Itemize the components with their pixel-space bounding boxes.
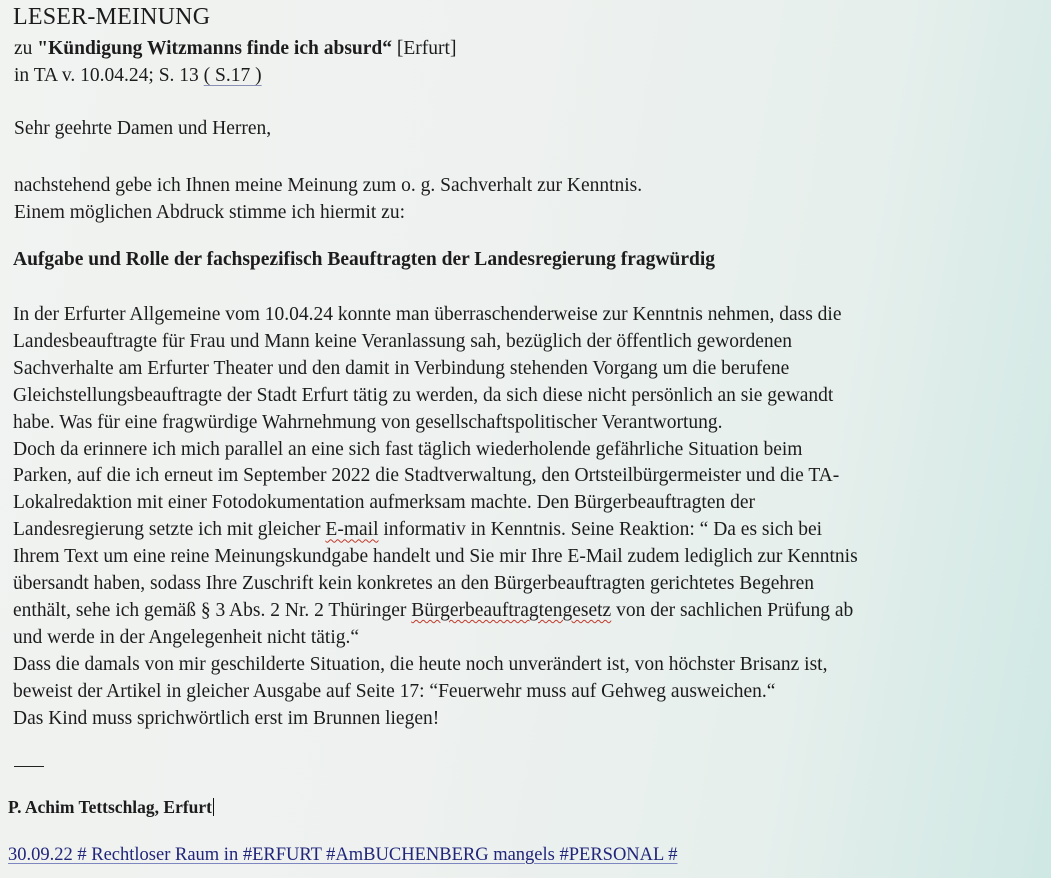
- spellcheck-marked-word[interactable]: Bürgerbeauftragtengesetz: [411, 599, 612, 621]
- intro-line: nachstehend gebe ich Ihnen meine Meinung zum o. g. Sachverhalt zur Kenntnis.: [14, 175, 643, 196]
- body-text: von der sachlichen Prüfung ab: [611, 599, 854, 621]
- body-text: enthält, sehe ich gemäß § 3 Abs. 2 Nr. 2 Thüringer: [13, 599, 412, 621]
- body-line: Das Kind muss sprichwörtlich erst im Brunnen liegen!: [13, 707, 440, 729]
- body-line: Doch da erinnere ich mich parallel an eine sich fast täglich wiederholende gefährliche Situation beim: [13, 438, 803, 460]
- body-line: Parken, auf die ich erneut im September 2022 die Stadtverwaltung, den Ortsteilbürgermeister und die TA-: [13, 465, 840, 487]
- zu-prefix: zu: [14, 38, 38, 59]
- article-title: "Kündigung Witzmanns finde ich absurd“: [37, 38, 393, 59]
- signature: P. Achim Tettschlag, Erfurt: [8, 797, 213, 817]
- salutation: Sehr geehrte Damen und Herren,: [14, 118, 272, 139]
- body-line: und werde in der Angelegenheit nicht tätig.“: [13, 626, 360, 648]
- body-text: Landesregierung setzte ich mit gleicher: [13, 519, 326, 541]
- body-line: beweist der Artikel in gleicher Ausgabe auf Seite 17: “Feuerwehr muss auf Gehweg ausweichen.“: [13, 680, 776, 702]
- source-prefix: in TA v. 10.04.24; S. 13: [14, 65, 204, 86]
- intro-paragraph: [14, 172, 642, 226]
- body-line: Sachverhalte am Erfurter Theater und den damit in Verbindung stehenden Vorgang um die berufene: [13, 357, 790, 379]
- city-tag: [Erfurt]: [392, 38, 457, 59]
- signature-line: [8, 797, 214, 818]
- body-line: Ihrem Text um eine reine Meinungskundgabe handelt und Sie mir Ihre E-Mail zudem lediglich zur Kenntnis: [13, 546, 858, 568]
- body-line: übersandt haben, sodass Ihre Zuschrift kein konkretes an den Bürgerbeauftragten gerichtetes Begehren: [13, 573, 815, 595]
- text-cursor: [213, 798, 214, 816]
- body-line: Lokalredaktion mit einer Fotodokumentation aufmerksam machte. Den Bürgerbeauftragten der: [13, 492, 756, 514]
- body-text: informativ in Kenntnis. Seine Reaktion: “ Da es sich bei: [378, 519, 823, 541]
- signature-divider: [14, 766, 44, 767]
- body-line: Dass die damals von mir geschilderte Situation, die heute noch unverändert ist, von höchster Brisanz ist,: [13, 653, 828, 675]
- body-line: Gleichstellungsbeauftragte der Stadt Erfurt tätig zu werden, da sich diese nicht persönlich an sie gewandt: [13, 384, 834, 406]
- letter-body: [13, 302, 858, 733]
- body-line: Landesbeauftragte für Frau und Mann keine Veranlassung sah, bezüglich der öffentlich gewordenen: [13, 330, 793, 352]
- spellcheck-marked-word[interactable]: E-mail: [325, 519, 379, 541]
- footer-hashtag-link[interactable]: 30.09.22 # Rechtloser Raum in #ERFURT #AmBUCHENBERG mangels #PERSONAL #: [8, 845, 678, 865]
- body-line: In der Erfurter Allgemeine vom 10.04.24 konnte man überraschenderweise zur Kenntnis nehmen, dass die: [13, 304, 842, 325]
- page-reference: ( S.17 ): [203, 65, 262, 86]
- letter-headline: Aufgabe und Rolle der fachspezifisch Beauftragten der Landesregierung fragwürdig: [13, 249, 715, 270]
- source-line: [14, 65, 262, 87]
- body-line: [13, 598, 858, 625]
- intro-line: Einem möglichen Abdruck stimme ich hiermit zu:: [14, 202, 405, 223]
- body-line: [13, 517, 858, 544]
- body-line: habe. Was für eine fragwürdige Wahrnehmung von gesellschaftspolitischer Verantwortung.: [13, 411, 723, 433]
- article-reference-line: [14, 38, 456, 60]
- document-title: LESER-MEINUNG: [13, 4, 211, 30]
